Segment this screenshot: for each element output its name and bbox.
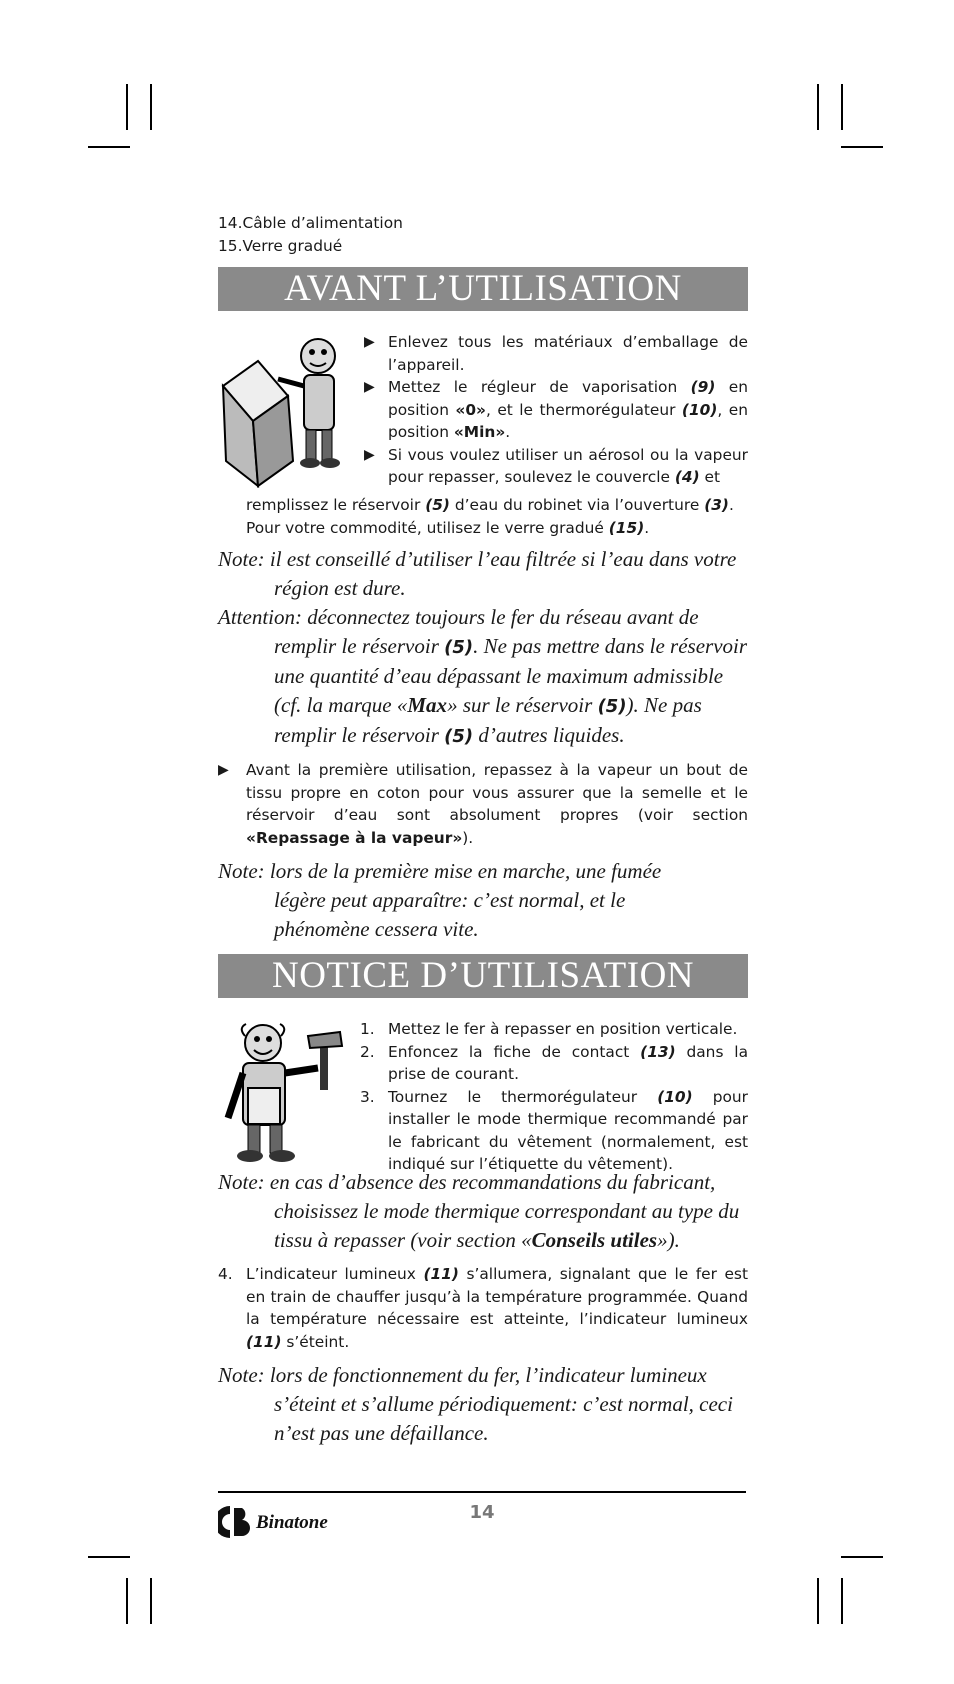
list-item: 15.Verre gradué bbox=[218, 237, 343, 255]
list-item: 1. Mettez le fer à repasser en position verticale. bbox=[360, 1020, 738, 1038]
list-item: 3. Tournez le thermorégulateur (10) pour installer le mode thermique recommandé par le fabricant du vêtement (normalement, est indiqué sur l’étiquette du vêtement). bbox=[360, 1087, 748, 1173]
page-number: 14 bbox=[469, 1502, 495, 1523]
bullet-arrow-icon: ▶ bbox=[364, 379, 375, 395]
crop-mark bbox=[817, 1578, 819, 1624]
section-title-avant: AVANT L’UTILISATION bbox=[218, 267, 748, 311]
bullet-arrow-icon: ▶ bbox=[364, 334, 375, 350]
parts-list bbox=[218, 212, 748, 258]
note-block: Note: en cas d’absence des recommandations du fabricant, choisissez le mode thermique correspondant au type du tissu à repasser (voir section «Conseils utiles»). bbox=[218, 1170, 740, 1252]
list-item: ▶ Avant la première utilisation, repassez à la vapeur un bout de tissu propre en coton pour vous assurer que la semelle et le réservoir d’eau sont absolument propres (voir section «Repassage à la vapeur»). bbox=[218, 761, 748, 847]
attention-block: Attention: déconnectez toujours le fer du réseau avant de remplir le réservoir (5). Ne pas mettre dans le réservoir une quantité d’eau dépassant le maximum admissible (cf. la marque «Max» sur le réservoir (5)). Ne pas remplir le réservoir (5) d’autres liquides. bbox=[218, 605, 748, 747]
crop-mark bbox=[88, 146, 130, 148]
handyman-box-illustration bbox=[218, 331, 354, 491]
crop-mark bbox=[841, 84, 843, 130]
bullet-arrow-icon: ▶ bbox=[364, 446, 375, 463]
crop-mark bbox=[150, 1578, 152, 1624]
section-title-notice: NOTICE D’UTILISATION bbox=[218, 954, 748, 998]
list-item: ▶ Si vous voulez utiliser un aérosol ou la vapeur pour repasser, soulevez le couvercle (4) et bbox=[364, 445, 748, 486]
crop-mark bbox=[841, 146, 883, 148]
list-item: ▶ Mettez le régleur de vaporisation (9) en position «0», et le thermorégulateur (10), en position «Min». bbox=[364, 378, 749, 441]
crop-mark bbox=[817, 84, 819, 130]
bullet-arrow-icon: ▶ bbox=[218, 762, 229, 778]
section1-intro bbox=[218, 331, 748, 501]
handyman-hammer-illustration bbox=[218, 1018, 358, 1168]
binatone-mark-icon bbox=[218, 1504, 254, 1540]
crop-mark bbox=[88, 1556, 130, 1558]
list-item: 2. Enfoncez la fiche de contact (13) dans la prise de courant. bbox=[360, 1042, 748, 1083]
crop-mark bbox=[841, 1578, 843, 1624]
note-block: Note: lors de fonctionnement du fer, l’indicateur lumineux s’éteint et s’allume périodiquement: c’est normal, ceci n’est pas une défaillance. bbox=[218, 1363, 733, 1445]
section2-intro bbox=[218, 1018, 748, 1172]
binatone-logo: Binatone bbox=[218, 1502, 358, 1542]
list-item: 14.Câble d’alimentation bbox=[218, 214, 403, 232]
list-item: ▶ Enlevez tous les matériaux d’emballage de l’appareil. bbox=[364, 333, 748, 374]
note-block: Note: lors de la première mise en marche, une fumée légère peut apparaître: c’est normal, et le phénomène cessera vite. bbox=[218, 859, 662, 941]
crop-mark bbox=[126, 1578, 128, 1624]
crop-mark bbox=[126, 84, 128, 130]
footer-rule bbox=[218, 1491, 746, 1493]
note-block: Note: il est conseillé d’utiliser l’eau filtrée si l’eau dans votre région est dure. bbox=[218, 547, 737, 600]
paragraph: remplissez le réservoir (5) d’eau du robinet via l’ouverture (3). Pour votre commodité, utilisez le verre gradué (15). bbox=[246, 496, 734, 537]
page-content bbox=[218, 212, 748, 1448]
crop-mark bbox=[150, 84, 152, 130]
crop-mark bbox=[841, 1556, 883, 1558]
list-item: 4. L’indicateur lumineux (11) s’allumera, signalant que le fer est en train de chauffer jusqu’à la température programmée. Quand la température nécessaire est atteinte, l’indicateur lumineux (11) s’éteint. bbox=[218, 1265, 748, 1351]
